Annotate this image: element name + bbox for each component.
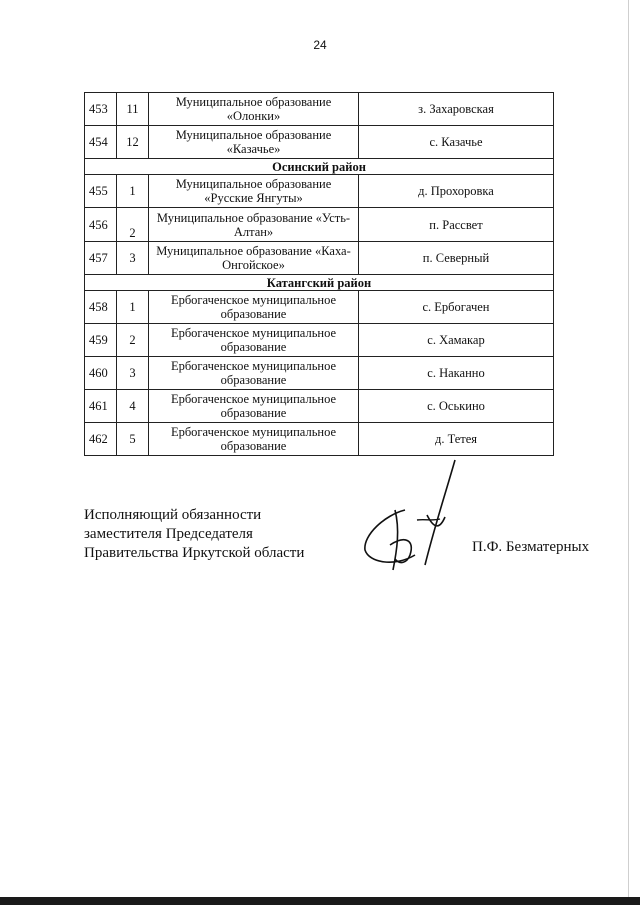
table-row (85, 291, 554, 324)
row-number-cell: 461 (85, 390, 117, 423)
settlement-cell: д. Прохоровка (359, 175, 554, 208)
row-subnumber-cell: 2 (117, 208, 149, 242)
table-row (85, 175, 554, 208)
municipal-entity-cell: Муниципальное образование «Каха-Онгойское» (149, 242, 359, 275)
settlement-cell: п. Северный (359, 242, 554, 275)
municipal-entity-cell: Муниципальное образование «Олонки» (149, 93, 359, 126)
scan-bottom-border (0, 897, 640, 905)
row-number-cell: 459 (85, 324, 117, 357)
row-number-cell: 455 (85, 175, 117, 208)
settlement-cell: д. Тетея (359, 423, 554, 456)
page-number: 24 (313, 38, 327, 52)
municipal-entity-cell: Муниципальное образование «Русские Янгуты» (149, 175, 359, 208)
row-number-cell: 453 (85, 93, 117, 126)
section-title: Осинский район (85, 159, 554, 175)
table-row (85, 357, 554, 390)
table-row (85, 126, 554, 159)
municipal-entity-cell: Муниципальное образование «Казачье» (149, 126, 359, 159)
settlement-cell: с. Оськино (359, 390, 554, 423)
table-body (85, 93, 554, 456)
row-number-cell: 457 (85, 242, 117, 275)
signer-title-line-1: Исполняющий обязанности (84, 507, 262, 523)
table-row (85, 324, 554, 357)
settlement-cell: с. Наканно (359, 357, 554, 390)
settlement-cell: с. Казачье (359, 126, 554, 159)
table-row (85, 208, 554, 242)
municipal-entity-cell: Ербогаченское муниципальное образование (149, 423, 359, 456)
handwritten-signature (355, 455, 475, 580)
row-subnumber-cell: 2 (117, 324, 149, 357)
municipal-entity-cell: Ербогаченское муниципальное образование (149, 357, 359, 390)
row-subnumber-cell: 3 (117, 357, 149, 390)
row-subnumber-cell: 11 (117, 93, 149, 126)
row-number-cell: 462 (85, 423, 117, 456)
settlement-cell: с. Хамакар (359, 324, 554, 357)
municipal-entity-cell: Ербогаченское муниципальное образование (149, 324, 359, 357)
settlement-cell: с. Ербогачен (359, 291, 554, 324)
row-number-cell: 454 (85, 126, 117, 159)
row-number-cell: 460 (85, 357, 117, 390)
row-subnumber-cell: 12 (117, 126, 149, 159)
table-row (85, 93, 554, 126)
row-subnumber-cell: 1 (117, 175, 149, 208)
table-row (85, 423, 554, 456)
section-row (85, 159, 554, 175)
row-number-cell: 456 (85, 208, 117, 242)
settlement-cell: з. Захаровская (359, 93, 554, 126)
row-subnumber-cell: 3 (117, 242, 149, 275)
section-row (85, 275, 554, 291)
table-row (85, 390, 554, 423)
scan-edge-line (628, 0, 629, 897)
signer-title-line-3: Правительства Иркутской области (84, 545, 305, 561)
municipal-entity-cell: Муниципальное образование «Усть-Алтан» (149, 208, 359, 242)
municipal-entity-cell: Ербогаченское муниципальное образование (149, 291, 359, 324)
table-row (85, 242, 554, 275)
municipal-entity-cell: Ербогаченское муниципальное образование (149, 390, 359, 423)
settlements-table (84, 92, 554, 456)
signer-name: П.Ф. Безматерных (472, 539, 590, 555)
row-subnumber-cell: 4 (117, 390, 149, 423)
row-number-cell: 458 (85, 291, 117, 324)
signer-title-line-2: заместителя Председателя (84, 526, 253, 542)
row-subnumber-cell: 1 (117, 291, 149, 324)
signer-title (84, 506, 304, 563)
row-subnumber-cell: 5 (117, 423, 149, 456)
settlement-cell: п. Рассвет (359, 208, 554, 242)
section-title: Катангский район (85, 275, 554, 291)
